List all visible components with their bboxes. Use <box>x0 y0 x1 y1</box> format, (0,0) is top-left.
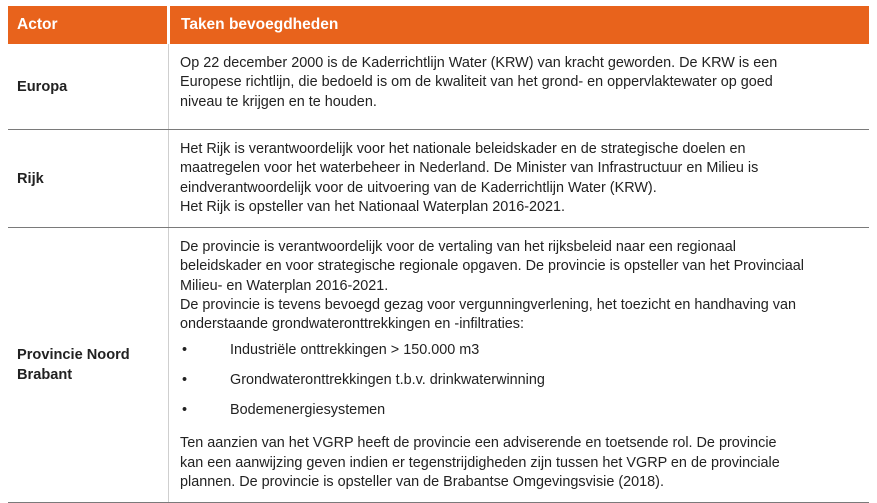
table-row-europa <box>8 44 869 130</box>
text-line: Ten aanzien van het VGRP heeft de provincie een adviserende en toetsende rol. De provincie <box>180 435 777 452</box>
column-divider <box>168 228 169 502</box>
text-line: De provincie is tevens bevoegd gezag voor vergunningverlening, het toezicht en handhaving van <box>180 296 797 313</box>
text-line: kan een aanwijzing geven indien er tegenstrijdigheden zijn tussen het VGRP en de provinciale <box>180 454 780 471</box>
list-item <box>180 340 861 370</box>
text-line: Europese richtlijn, die bedoeld is om de kwaliteit van het grond- en oppervlaktewater op goed <box>180 74 773 91</box>
content-cell <box>170 228 869 492</box>
list-item <box>180 370 861 400</box>
table-row-rijk <box>8 130 869 228</box>
column-divider <box>168 130 169 227</box>
column-divider <box>168 44 169 129</box>
list-item <box>180 400 861 430</box>
text-line: beleidskader en voor strategische regionale opgaven. De provincie is opsteller van het Provinciaal <box>180 258 804 275</box>
list-item-text: Grondwateronttrekkingen t.b.v. drinkwaterwinning <box>230 372 545 389</box>
list-item-text: Industriële onttrekkingen > 150.000 m3 <box>230 342 480 359</box>
text-line: Het Rijk is opsteller van het Nationaal Waterplan 2016-2021. <box>180 198 566 215</box>
text-line: De provincie is verantwoordelijk voor de vertaling van het rijksbeleid naar een regionaal <box>180 239 736 255</box>
table-header <box>8 6 869 44</box>
text-line: maatregelen voor het waterbeheer in Nederland. De Minister van Infrastructuur en Milieu is <box>180 160 759 177</box>
responsibilities-table <box>8 6 869 503</box>
actor-line: Brabant <box>17 367 73 383</box>
list-item-text: Bodemenergiesystemen <box>230 402 386 419</box>
text-line: Op 22 december 2000 is de Kaderrichtlijn Water (KRW) van kracht geworden. De KRW is een <box>180 55 778 71</box>
content-cell <box>170 130 869 217</box>
text-line: Het Rijk is verantwoordelijk voor het nationale beleidskader en de strategische doelen en <box>180 141 746 157</box>
content-cell <box>170 44 869 112</box>
actor-cell <box>8 228 167 502</box>
actor-line: Provincie Noord <box>17 347 130 363</box>
bullet-list <box>180 340 861 430</box>
actor-cell: Rijk <box>17 170 44 187</box>
text-line: onderstaande grondwateronttrekkingen en -infiltraties: <box>180 316 524 333</box>
bullet-icon: • <box>182 342 188 359</box>
actor-cell: Europa <box>17 78 68 95</box>
bullet-icon: • <box>182 402 188 419</box>
header-actor: Actor <box>8 6 167 44</box>
table-row-provincie-noord-brabant <box>8 228 869 503</box>
bullet-icon: • <box>182 372 188 389</box>
text-line: plannen. De provincie is opsteller van de Brabantse Omgevingsvisie (2018). <box>180 474 664 491</box>
header-taken-bevoegdheden: Taken bevoegdheden <box>170 6 869 44</box>
text-line: Milieu- en Waterplan 2016-2021. <box>180 277 389 294</box>
text-line: niveau te krijgen en te houden. <box>180 93 377 110</box>
text-line: eindverantwoordelijk voor de uitvoering van de Kaderrichtlijn Water (KRW). <box>180 179 657 196</box>
